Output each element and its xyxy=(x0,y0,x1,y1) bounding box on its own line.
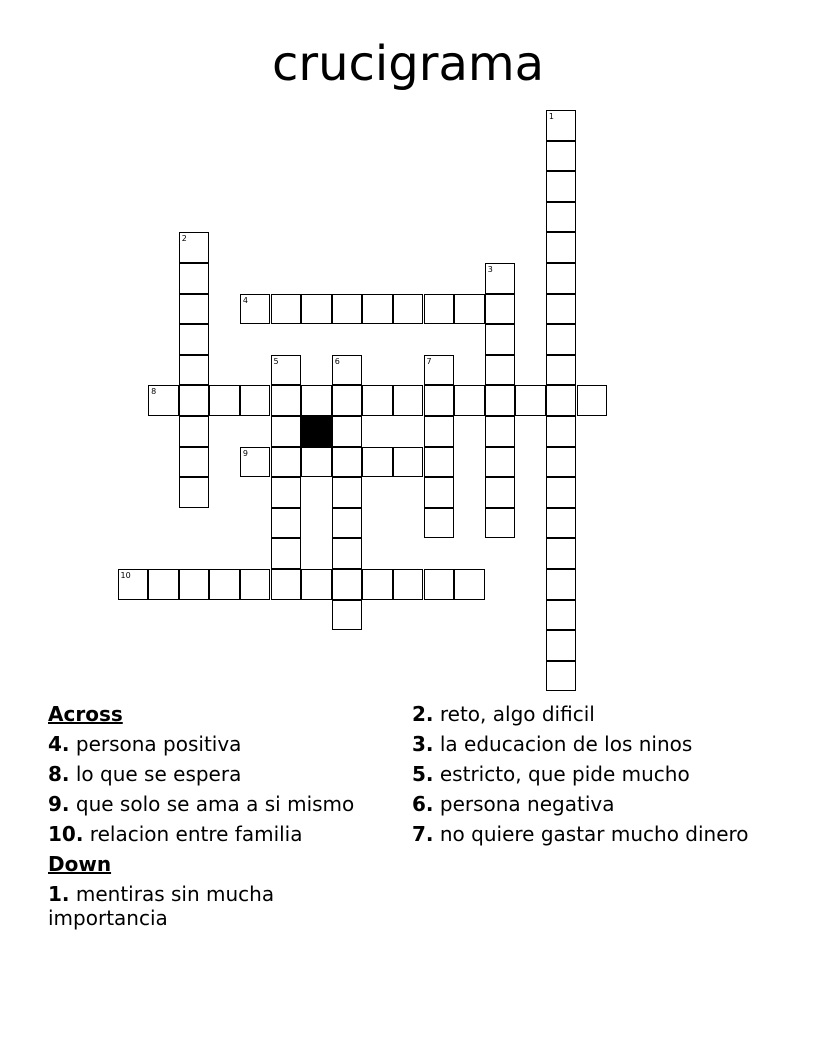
grid-cell[interactable] xyxy=(179,294,210,325)
grid-cell[interactable] xyxy=(179,416,210,447)
grid-cell[interactable] xyxy=(240,385,271,416)
grid-cell[interactable] xyxy=(271,385,302,416)
cell-number: 3 xyxy=(487,265,493,274)
grid-cell[interactable] xyxy=(424,477,455,508)
grid-cell[interactable] xyxy=(515,385,546,416)
clue-number: 3. xyxy=(412,732,434,756)
grid-cell[interactable] xyxy=(546,416,577,447)
grid-cell[interactable] xyxy=(546,477,577,508)
clue-text: persona negativa xyxy=(439,792,615,816)
across-heading: Across xyxy=(48,702,123,726)
grid-cell[interactable] xyxy=(240,294,271,325)
grid-cell[interactable] xyxy=(424,294,455,325)
grid-cell[interactable] xyxy=(424,508,455,539)
clue-number: 6. xyxy=(412,792,434,816)
grid-cell[interactable] xyxy=(485,324,516,355)
grid-cell[interactable] xyxy=(332,294,363,325)
cell-number: 1 xyxy=(548,112,554,121)
cell-number: 4 xyxy=(242,295,248,305)
grid-cell[interactable] xyxy=(332,385,363,416)
grid-cell[interactable] xyxy=(485,385,516,416)
cell-number: 9 xyxy=(242,448,248,458)
clue-number: 4. xyxy=(48,732,70,756)
clue-down-1 xyxy=(48,882,398,930)
cell-number: 7 xyxy=(426,356,432,366)
clue-text: relacion entre familia xyxy=(89,822,303,846)
grid-cell[interactable] xyxy=(271,355,302,386)
grid-cell[interactable] xyxy=(179,385,210,416)
grid-cell[interactable] xyxy=(546,324,577,355)
grid-cell[interactable] xyxy=(179,569,210,600)
grid-cell[interactable] xyxy=(424,569,455,600)
grid-cell[interactable] xyxy=(271,569,302,600)
grid-cell[interactable] xyxy=(332,477,363,508)
grid-cell[interactable] xyxy=(271,294,302,325)
clue-across-9 xyxy=(48,792,398,816)
clue-text: reto, algo dificil xyxy=(439,702,595,726)
grid-cell[interactable] xyxy=(240,447,271,478)
grid-cell[interactable] xyxy=(424,447,455,478)
grid-cell[interactable] xyxy=(546,110,577,141)
grid-cell[interactable] xyxy=(546,263,577,294)
clue-down-2 xyxy=(412,702,752,726)
grid-cell[interactable] xyxy=(209,385,240,416)
clue-number: 1. xyxy=(48,882,70,906)
grid-cell[interactable] xyxy=(179,232,210,263)
grid-cell[interactable] xyxy=(301,569,332,600)
clue-text: estricto, que pide mucho xyxy=(439,762,690,786)
grid-cell[interactable] xyxy=(118,569,149,600)
grid-cell[interactable] xyxy=(332,569,363,600)
grid-cell[interactable] xyxy=(301,385,332,416)
grid-cell[interactable] xyxy=(393,569,424,600)
cell-number: 5 xyxy=(273,356,279,366)
clue-across-8 xyxy=(48,762,398,786)
grid-cell[interactable] xyxy=(546,355,577,386)
clue-text: que solo se ama a si mismo xyxy=(75,792,355,816)
clue-text: mentiras sin mucha importancia xyxy=(48,882,275,930)
grid-cell[interactable] xyxy=(393,294,424,325)
grid-cell[interactable] xyxy=(179,263,210,294)
grid-cell[interactable] xyxy=(271,477,302,508)
grid-cell[interactable] xyxy=(546,171,577,202)
grid-cell[interactable] xyxy=(393,385,424,416)
cell-number: 2 xyxy=(181,234,187,244)
clue-number: 2. xyxy=(412,702,434,726)
grid-block-cell xyxy=(301,416,332,447)
grid-cell[interactable] xyxy=(332,447,363,478)
grid-cell[interactable] xyxy=(271,538,302,569)
clue-down-3 xyxy=(412,732,752,756)
grid-cell[interactable] xyxy=(546,508,577,539)
clue-number: 8. xyxy=(48,762,70,786)
grid-cell[interactable] xyxy=(424,416,455,447)
grid-cell[interactable] xyxy=(179,477,210,508)
grid-cell[interactable] xyxy=(485,477,516,508)
grid-cell[interactable] xyxy=(546,294,577,325)
clue-across-4 xyxy=(48,732,398,756)
clue-number: 7. xyxy=(412,822,434,846)
clue-text: lo que se espera xyxy=(75,762,242,786)
grid-cell[interactable] xyxy=(393,447,424,478)
grid-cell[interactable] xyxy=(546,600,577,631)
grid-cell[interactable] xyxy=(362,385,393,416)
clue-number: 9. xyxy=(48,792,70,816)
grid-cell[interactable] xyxy=(209,569,240,600)
cell-number: 6 xyxy=(334,356,340,366)
grid-cell[interactable] xyxy=(301,447,332,478)
clues-right-column xyxy=(412,702,752,852)
grid-cell[interactable] xyxy=(424,385,455,416)
grid-cell[interactable] xyxy=(546,202,577,233)
clues-left-column xyxy=(48,702,398,936)
grid-cell[interactable] xyxy=(301,294,332,325)
grid-cell[interactable] xyxy=(362,447,393,478)
grid-cell[interactable] xyxy=(271,508,302,539)
grid-cell[interactable] xyxy=(454,294,485,325)
grid-cell[interactable] xyxy=(148,385,179,416)
grid-cell[interactable] xyxy=(577,385,608,416)
grid-cell[interactable] xyxy=(332,600,363,631)
grid-cell[interactable] xyxy=(271,447,302,478)
cell-number: 10 xyxy=(120,571,131,580)
grid-cell[interactable] xyxy=(546,385,577,416)
grid-cell[interactable] xyxy=(485,508,516,539)
grid-cell[interactable] xyxy=(485,355,516,386)
clue-down-6 xyxy=(412,792,752,816)
grid-cell[interactable] xyxy=(148,569,179,600)
grid-cell[interactable] xyxy=(454,385,485,416)
grid-cell[interactable] xyxy=(179,355,210,386)
clue-text: la educacion de los ninos xyxy=(439,732,693,756)
grid-cell[interactable] xyxy=(546,569,577,600)
clue-across-10 xyxy=(48,822,398,846)
clue-text: no quiere gastar mucho dinero xyxy=(439,822,749,846)
clue-number: 5. xyxy=(412,762,434,786)
grid-cell[interactable] xyxy=(546,141,577,172)
grid-cell[interactable] xyxy=(179,447,210,478)
down-heading: Down xyxy=(48,852,112,876)
grid-cell[interactable] xyxy=(546,447,577,478)
grid-cell[interactable] xyxy=(546,630,577,661)
clue-down-7 xyxy=(412,822,752,846)
grid-cell[interactable] xyxy=(332,355,363,386)
grid-cell[interactable] xyxy=(546,661,577,692)
grid-cell[interactable] xyxy=(546,538,577,569)
grid-cell[interactable] xyxy=(332,416,363,447)
grid-cell[interactable] xyxy=(546,232,577,263)
clue-text: persona positiva xyxy=(75,732,242,756)
grid-cell[interactable] xyxy=(485,294,516,325)
page-title: crucigrama xyxy=(271,36,545,92)
grid-cell[interactable] xyxy=(179,324,210,355)
grid-cell[interactable] xyxy=(362,294,393,325)
cell-number: 8 xyxy=(151,387,157,397)
grid-cell[interactable] xyxy=(485,447,516,478)
grid-cell[interactable] xyxy=(454,569,485,600)
grid-cell[interactable] xyxy=(240,569,271,600)
grid-cell[interactable] xyxy=(362,569,393,600)
clue-down-5 xyxy=(412,762,752,786)
grid-cell[interactable] xyxy=(332,508,363,539)
grid-cell[interactable] xyxy=(424,355,455,386)
grid-cell[interactable] xyxy=(332,538,363,569)
grid-cell[interactable] xyxy=(485,416,516,447)
grid-cell[interactable] xyxy=(485,263,516,294)
clue-number: 10. xyxy=(48,822,84,846)
grid-cell[interactable] xyxy=(271,416,302,447)
